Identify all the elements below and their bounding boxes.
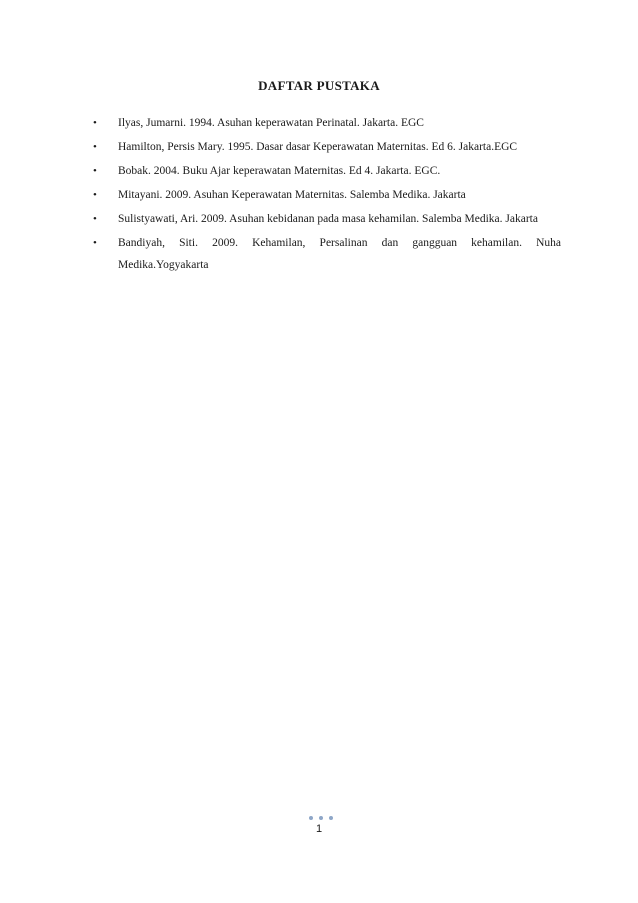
reference-item <box>93 136 561 158</box>
reference-list <box>93 112 561 278</box>
bullet-dot-icon: • <box>93 237 97 249</box>
reference-item <box>93 160 561 182</box>
footer-dot <box>319 816 323 820</box>
reference-item <box>93 112 561 134</box>
reference-text: Bobak. 2004. Buku Ajar keperawatan Maternitas. Ed 4. Jakarta. EGC. <box>118 165 441 177</box>
bullet-dot-icon: • <box>93 141 97 153</box>
reference-item <box>93 232 561 276</box>
page-number: 1 <box>315 823 323 835</box>
reference-item <box>93 208 561 230</box>
bullet-dot-icon: • <box>93 165 97 177</box>
bullet-dot-icon: • <box>93 189 97 201</box>
bullet-dot-icon: • <box>93 117 97 129</box>
reference-text: Ilyas, Jumarni. 1994. Asuhan keperawatan Perinatal. Jakarta. EGC <box>118 117 424 129</box>
reference-text: Bandiyah, Siti. 2009. Kehamilan, Persalinan dan gangguan kehamilan. Nuha Medika.Yogyakarta <box>118 237 561 271</box>
reference-text: Mitayani. 2009. Asuhan Keperawatan Maternitas. Salemba Medika. Jakarta <box>118 189 466 201</box>
three-dots-icon <box>309 815 333 821</box>
bullet-dot-icon: • <box>93 213 97 225</box>
reference-text: Sulistyawati, Ari. 2009. Asuhan kebidanan pada masa kehamilan. Salemba Medika. Jakarta <box>118 213 538 225</box>
page-title: DAFTAR PUSTAKA <box>258 78 380 93</box>
reference-text: Hamilton, Persis Mary. 1995. Dasar dasar Keperawatan Maternitas. Ed 6. Jakarta.EGC <box>118 141 518 153</box>
footer-dot <box>329 816 333 820</box>
footer-dot <box>309 816 313 820</box>
reference-item <box>93 184 561 206</box>
